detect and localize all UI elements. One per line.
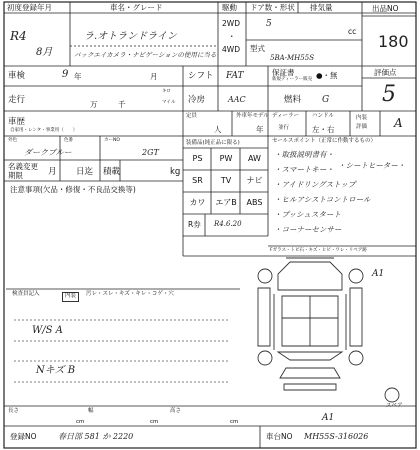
fuel-label: 燃料 [284,95,302,105]
sales-point-7: ・コーナーセンサー [274,225,342,234]
doors-value: 5 [266,19,272,29]
deadline-label: 期限 [8,171,23,180]
interior-sub: 評価 [356,124,368,130]
displacement-label: 排気量 [310,3,333,12]
history-options: 自家用・レンタ・事業用（ ） [10,128,78,133]
drive-2wd: 2WD [222,19,240,28]
equip-sr: SR [192,176,203,185]
warranty-opt: ●・無 [316,71,338,80]
height-label: 高さ [170,408,182,414]
width-cm: cm [150,419,159,425]
handle-option: 左・右 [312,125,335,134]
name-change-label: 名義変更 [8,162,38,171]
capacity-unit: 人 [214,125,222,134]
dealer-sub: 並行 [278,125,290,131]
sales-point-2: ・シートヒーター・ [338,161,406,170]
mileage-mile: マイル [162,100,176,105]
sales-points-header: セールスポイント（正常に作動するもの） [272,138,377,144]
mileage-label: 走行 [8,95,26,105]
outer-color-label: 外色 [8,138,17,143]
wheel-front-right [349,269,363,283]
history-label: 車歴 [8,117,26,127]
shaken-month: 月 [150,72,158,81]
inspector-note-2: Nキズ B [36,365,76,376]
sales-point-1: ・取扱説明書有・ [274,150,334,159]
model-grade-label: 車名・グレード [110,3,163,12]
sales-point-3: ・スマートキー・ [274,165,334,174]
inspector-note-1: W/S A [32,325,63,336]
sales-point-4: ・アイドリングストップ [274,180,356,189]
score-value: 5 [382,82,396,107]
sales-point-5: ・ヒルアシストコントロール [274,195,371,204]
lot-no-value: 180 [378,32,409,51]
equip-leather: カワ [189,198,206,207]
load-label: 積載 [103,167,121,177]
gaisha-label: 外車年モデル [236,113,269,119]
color-value: ダークブルー [24,148,72,157]
warranty-sub: 新規ディーラー販売 [272,77,313,82]
equip-tv: TV [220,176,232,185]
deadline-month: 月 [48,167,57,177]
drive-dot: ・ [228,32,236,41]
model-type-label: 型式 [250,44,265,53]
load-kg: kg [170,167,181,177]
wheel-rear-right [349,351,363,365]
equip-navi: ナビ [246,176,263,185]
notes-label: 注意事項(欠品・修復・不良品交換等) [10,185,136,194]
warranty-label: 保証書 [272,68,295,77]
length-label: 長さ [8,408,20,414]
shaken-year: 年 [74,72,82,81]
damage-legend: 汚レ・スレ・キズ・キレ・コゲ・穴 [86,291,174,297]
shift-label: シフト [188,71,214,81]
mileage-km: キロ [162,89,171,94]
cooler-value: AAC [228,95,246,104]
interior-label: 内装 [356,115,368,121]
height-cm: cm [230,419,239,425]
shift-value: FAT [226,71,244,81]
model-type-value: 5BA-MH55S [270,54,314,62]
shaken-label: 車検 [8,71,26,81]
drive-label: 駆動 [222,3,237,12]
mark-a1-bottom: A1 [322,413,335,423]
doors-shape-label: ドア数・形状 [250,3,295,12]
equipment-header: 装備品(純正品に限る) [186,140,240,146]
model-name-value: ラ.オトランドライン [84,31,177,42]
color-no-label: 色番 [64,138,73,143]
spare-label: スペア [386,403,403,409]
sales-point-6: ・プッシュスタート [274,210,341,219]
shaken-value: 9 [62,69,69,80]
car-diagram [258,258,399,402]
car-no-value: 2GT [142,148,159,157]
equip-abs: ABS [246,198,263,207]
inspector-interior-tag: 内装 [62,292,79,302]
width-label: 幅 [88,408,94,414]
mileage-man: 万 [90,100,98,109]
chassis-label: 車台NO [266,432,293,441]
reg-no-value: 春日部 581 か 2220 [58,432,134,441]
r-ken-value: R4.6.20 [214,220,242,228]
mileage-sen: 千 [118,100,126,109]
gaisha-nen: 年 [256,125,264,134]
spare-tire [385,388,399,402]
interior-value: A [394,116,403,130]
capacity-label: 定員 [186,113,198,119]
deadline-date: 日迄 [76,167,94,177]
equip-aw: AW [248,154,261,163]
drive-4wd: 4WD [222,45,240,54]
score-label: 評価点 [374,68,397,77]
first-reg-label: 初度登録年月 [7,3,52,12]
cooler-label: 冷房 [188,95,206,105]
r-ken-label: R券 [188,220,201,229]
equip-pw: PW [219,154,233,163]
length-cm: cm [76,419,85,425]
dealer-label: ディーラー [272,113,300,119]
equip-ps: PS [192,154,203,163]
inspector-label: 検査員記入 [12,291,40,297]
reg-year-value: R4 [10,29,27,43]
reg-no-label: 登録NO [10,432,37,441]
grade-value: バックエイカメラ・ナビゲーションの使用に当る [74,51,217,59]
mark-a1-top: A1 [372,269,385,279]
equip-airbag: エアB [215,198,237,207]
reg-month-value: 8月 [36,47,53,58]
fuel-value: G [322,95,330,105]
wheel-front-left [258,269,272,283]
car-no-label: カーNO [104,138,120,143]
chassis-value: MH55S-316026 [304,432,369,441]
cc-unit: cc [348,27,357,36]
lot-no-label: 出品NO [372,4,399,13]
handle-label: ハンドル [312,113,335,119]
glass-damage-legend: Fガラス・トビ石・キズ・ヒビ・ワレ・リペア跡 [270,248,367,253]
wheel-rear-left [258,351,272,365]
